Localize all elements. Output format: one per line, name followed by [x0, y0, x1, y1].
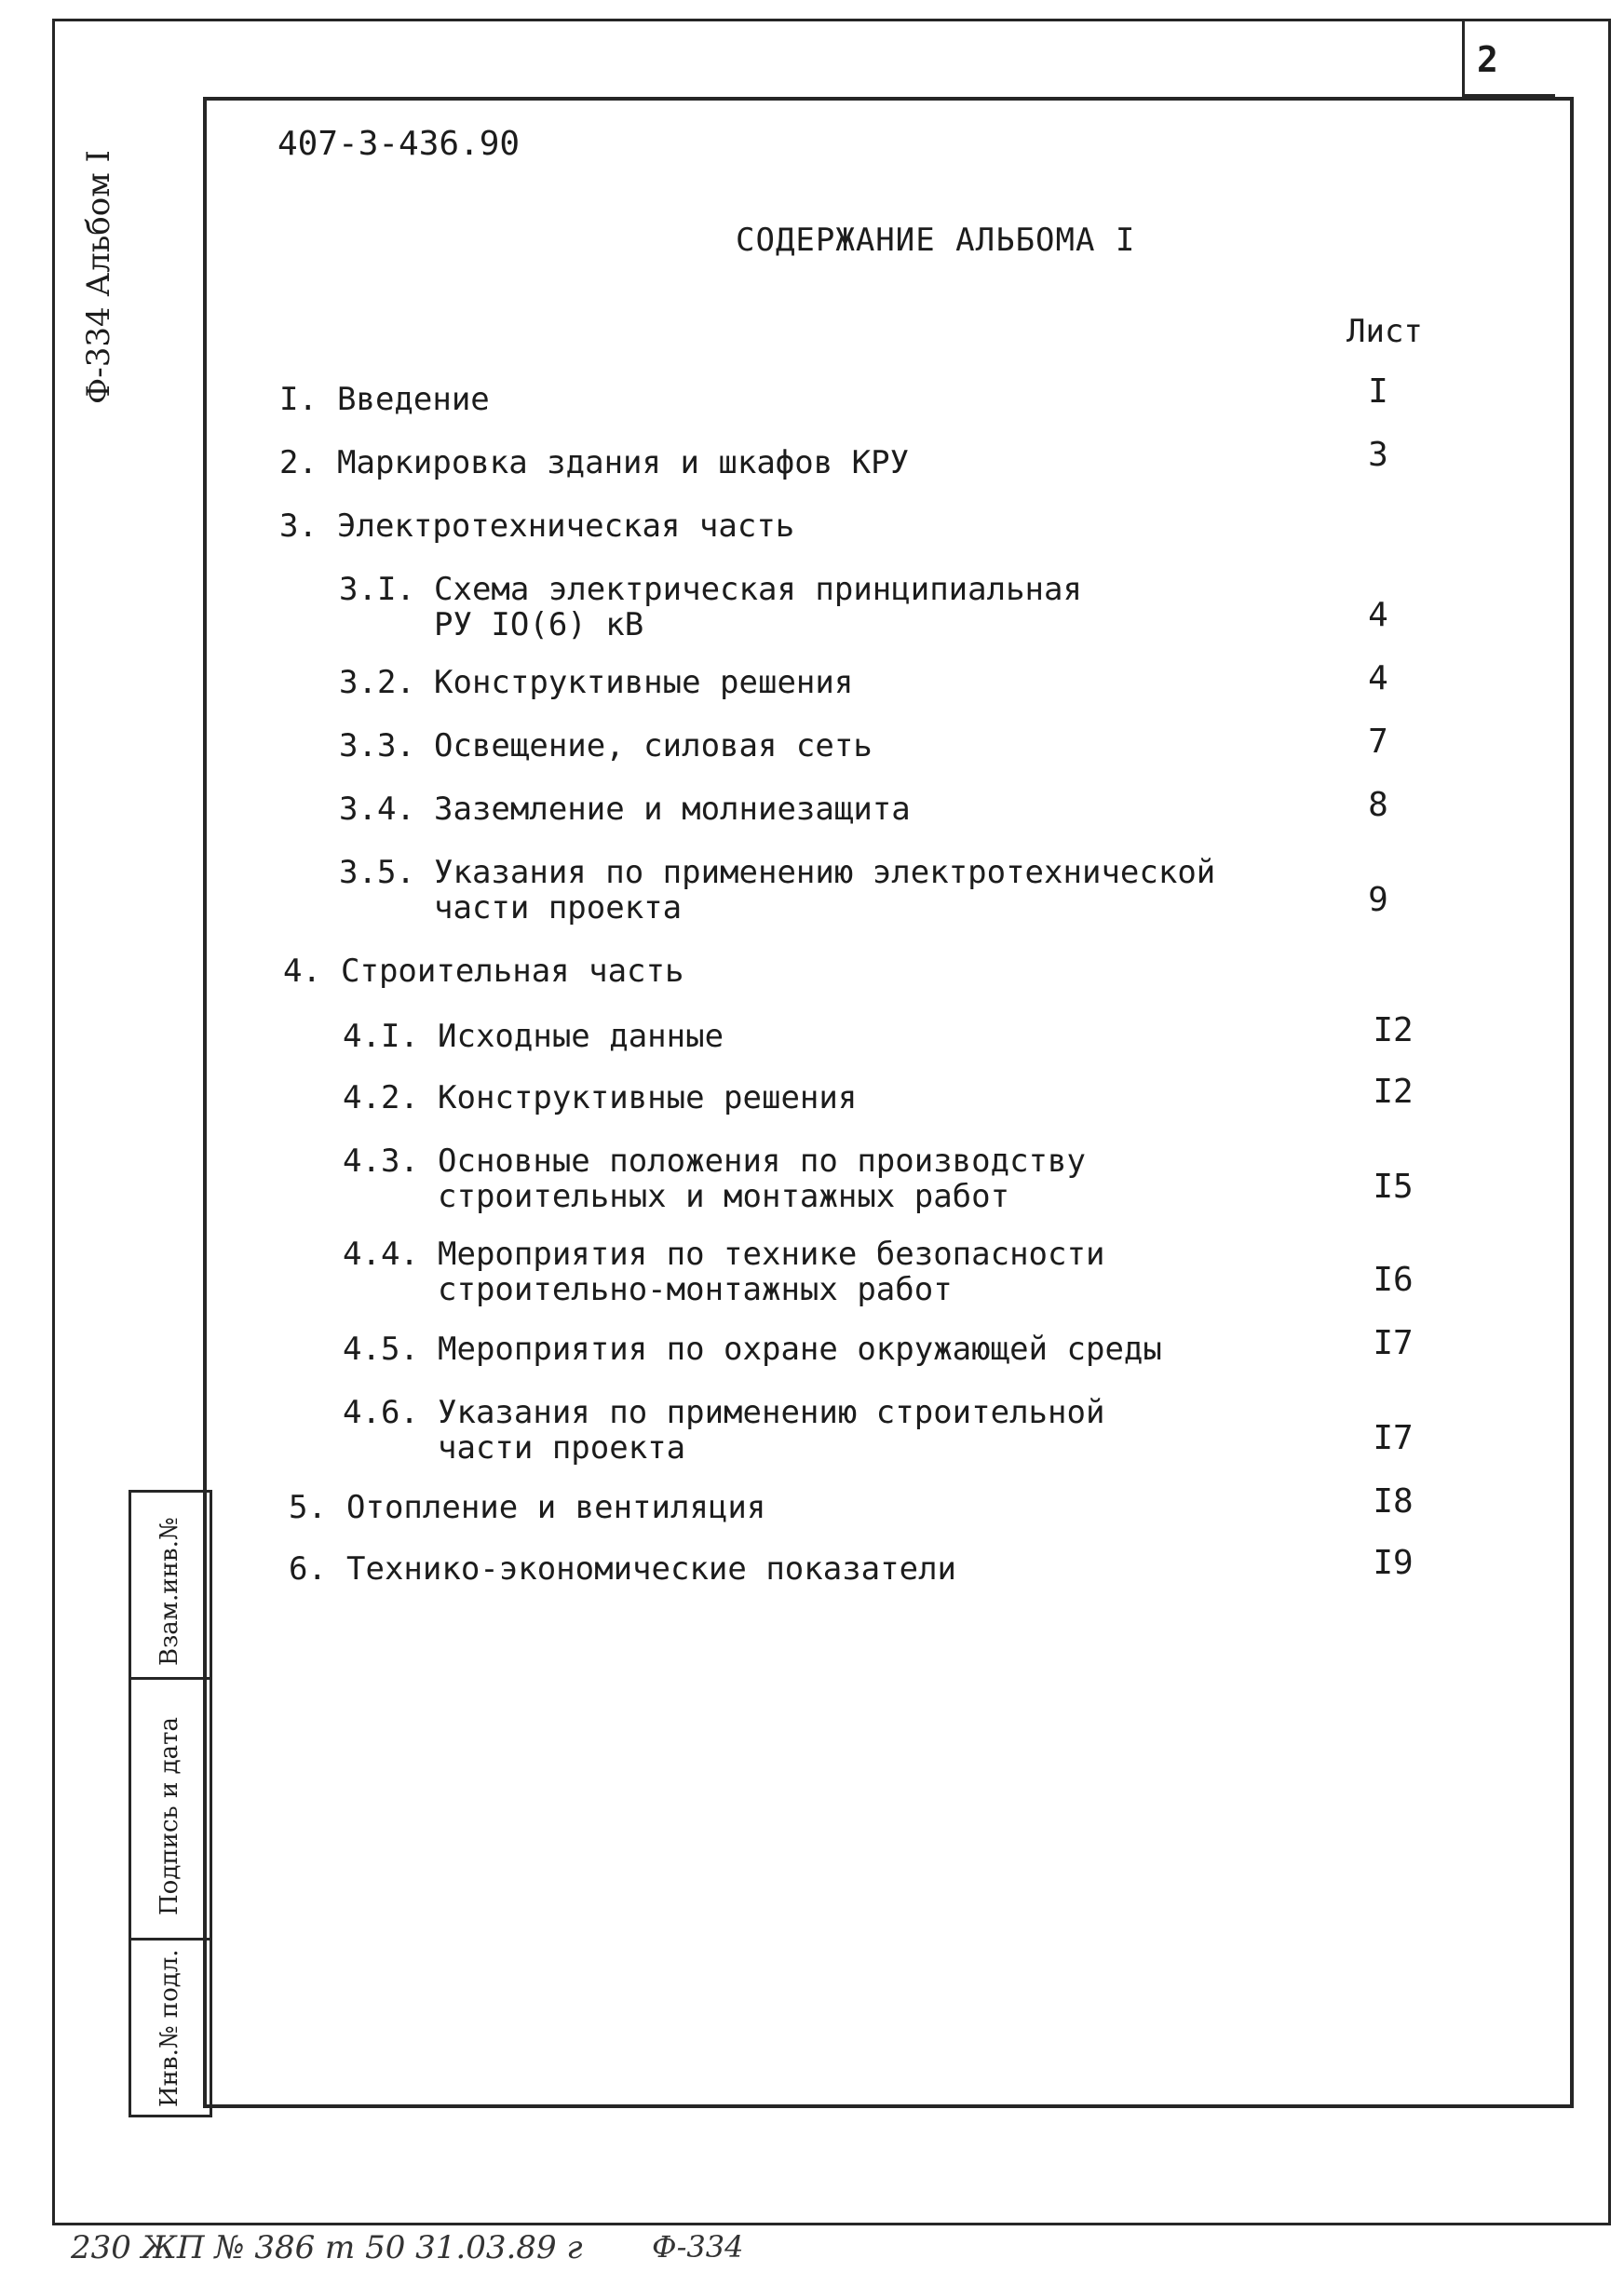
toc-item-text: Маркировка здания и шкафов КРУ	[337, 444, 910, 481]
handwritten-footer-code: Ф-334	[652, 2229, 744, 2265]
toc-item	[339, 728, 873, 764]
toc-page-number: 7	[1368, 723, 1388, 761]
toc-item-text: Освещение, силовая сеть	[434, 727, 873, 764]
toc-item	[339, 572, 1082, 642]
toc-item	[339, 855, 1215, 926]
toc-item-text: Заземление и молниезащита	[434, 791, 911, 828]
toc-page-number: I7	[1373, 1419, 1414, 1457]
toc-item-number: 4.3.	[343, 1143, 419, 1180]
toc-item-number: I.	[279, 381, 318, 418]
toc-item-text: Мероприятия по охране окружающей среды	[438, 1331, 1162, 1368]
toc-item	[343, 1237, 1104, 1307]
document-code: 407-3-436.90	[277, 125, 521, 163]
toc-item	[289, 1490, 765, 1525]
toc-item-text: Схема электрическая принципиальная	[434, 571, 1082, 608]
toc-item-text-continued: РУ IO(6) кВ	[434, 606, 644, 643]
toc-page-number: I6	[1373, 1261, 1414, 1299]
toc-page-number: I5	[1373, 1168, 1414, 1206]
toc-item	[279, 382, 490, 417]
toc-page-number: I7	[1373, 1324, 1414, 1362]
toc-item	[339, 791, 911, 827]
toc-item-number: 3.	[279, 507, 318, 545]
toc-item	[343, 1019, 724, 1054]
toc-item-number: 6.	[289, 1550, 327, 1588]
toc-item-number: 4.	[283, 953, 321, 990]
toc-item	[279, 508, 794, 544]
toc-item-number: 3.4.	[339, 791, 415, 828]
toc-title: СОДЕРЖАНИЕ АЛЬБОМА I	[736, 222, 1136, 259]
toc-item	[343, 1143, 1086, 1214]
toc-item-number: 3.3.	[339, 727, 415, 764]
toc-item	[283, 953, 683, 989]
sheet-column-header: Лист	[1347, 313, 1423, 350]
side-label: Ф-334 Альбом I	[80, 150, 117, 404]
toc-item-number: 4.2.	[343, 1079, 419, 1116]
toc-page-number: I8	[1373, 1482, 1414, 1521]
toc-item	[343, 1332, 1162, 1367]
toc-item-text: Исходные данные	[438, 1018, 724, 1055]
stamp-cell-signature-date: Подпись и дата	[156, 1717, 183, 1915]
toc-item	[343, 1080, 857, 1116]
toc-item-text: Введение	[337, 381, 490, 418]
toc-item-number: 4.I.	[343, 1018, 419, 1055]
toc-item-number: 4.4.	[343, 1236, 419, 1273]
stamp-cell-original-inventory: Инв.№ подл.	[156, 1949, 183, 2107]
toc-item-number: 4.5.	[343, 1331, 419, 1368]
toc-item-number: 3.I.	[339, 571, 415, 608]
toc-item-text: Мероприятия по технике безопасности	[438, 1236, 1105, 1273]
toc-page-number: I2	[1373, 1073, 1414, 1111]
toc-item-number: 2.	[279, 444, 318, 481]
handwritten-footer-note: 230 ЖП № 386 т 50 31.03.89 г	[71, 2229, 583, 2266]
toc-item-number: 5.	[289, 1489, 327, 1526]
stamp-cell-replacement-inventory: Взам.инв.№	[156, 1517, 183, 1666]
toc-item-text: Технико-экономические показатели	[346, 1550, 957, 1588]
toc-item-text: Электротехническая часть	[337, 507, 795, 545]
toc-item-text: Основные положения по производству	[438, 1143, 1086, 1180]
toc-page-number: 4	[1368, 596, 1388, 634]
stamp-divider	[131, 1938, 210, 1941]
toc-page-number: I2	[1373, 1011, 1414, 1049]
page-number: 2	[1477, 39, 1498, 80]
toc-item	[289, 1551, 956, 1587]
toc-item-text: Указания по применению электротехнической	[434, 854, 1216, 891]
toc-item-number: 3.2.	[339, 664, 415, 701]
toc-item-text: Отопление и вентиляция	[346, 1489, 766, 1526]
toc-page-number: I9	[1373, 1544, 1414, 1582]
toc-item-text: Конструктивные решения	[434, 664, 854, 701]
toc-page-number: 4	[1368, 659, 1388, 697]
stamp-box	[129, 1490, 212, 2117]
toc-item-number: 4.6.	[343, 1394, 419, 1431]
toc-page-number: 8	[1368, 786, 1388, 824]
toc-item-text-continued: части проекта	[438, 1429, 686, 1467]
toc-item-text: Указания по применению строительной	[438, 1394, 1105, 1431]
toc-item-text-continued: части проекта	[434, 889, 683, 926]
page-number-box	[1462, 19, 1555, 97]
toc-item	[339, 665, 853, 700]
toc-item	[279, 445, 909, 480]
toc-item-number: 3.5.	[339, 854, 415, 891]
toc-item-text-continued: строительных и монтажных работ	[438, 1178, 1010, 1215]
toc-item-text: Строительная часть	[341, 953, 684, 990]
toc-item-text-continued: строительно-монтажных работ	[438, 1271, 953, 1308]
toc-page-number: 3	[1368, 436, 1388, 474]
toc-item-text: Конструктивные решения	[438, 1079, 858, 1116]
toc-page-number: I	[1368, 372, 1388, 411]
toc-page-number: 9	[1368, 881, 1388, 919]
toc-item	[343, 1395, 1104, 1466]
stamp-divider	[131, 1677, 210, 1680]
